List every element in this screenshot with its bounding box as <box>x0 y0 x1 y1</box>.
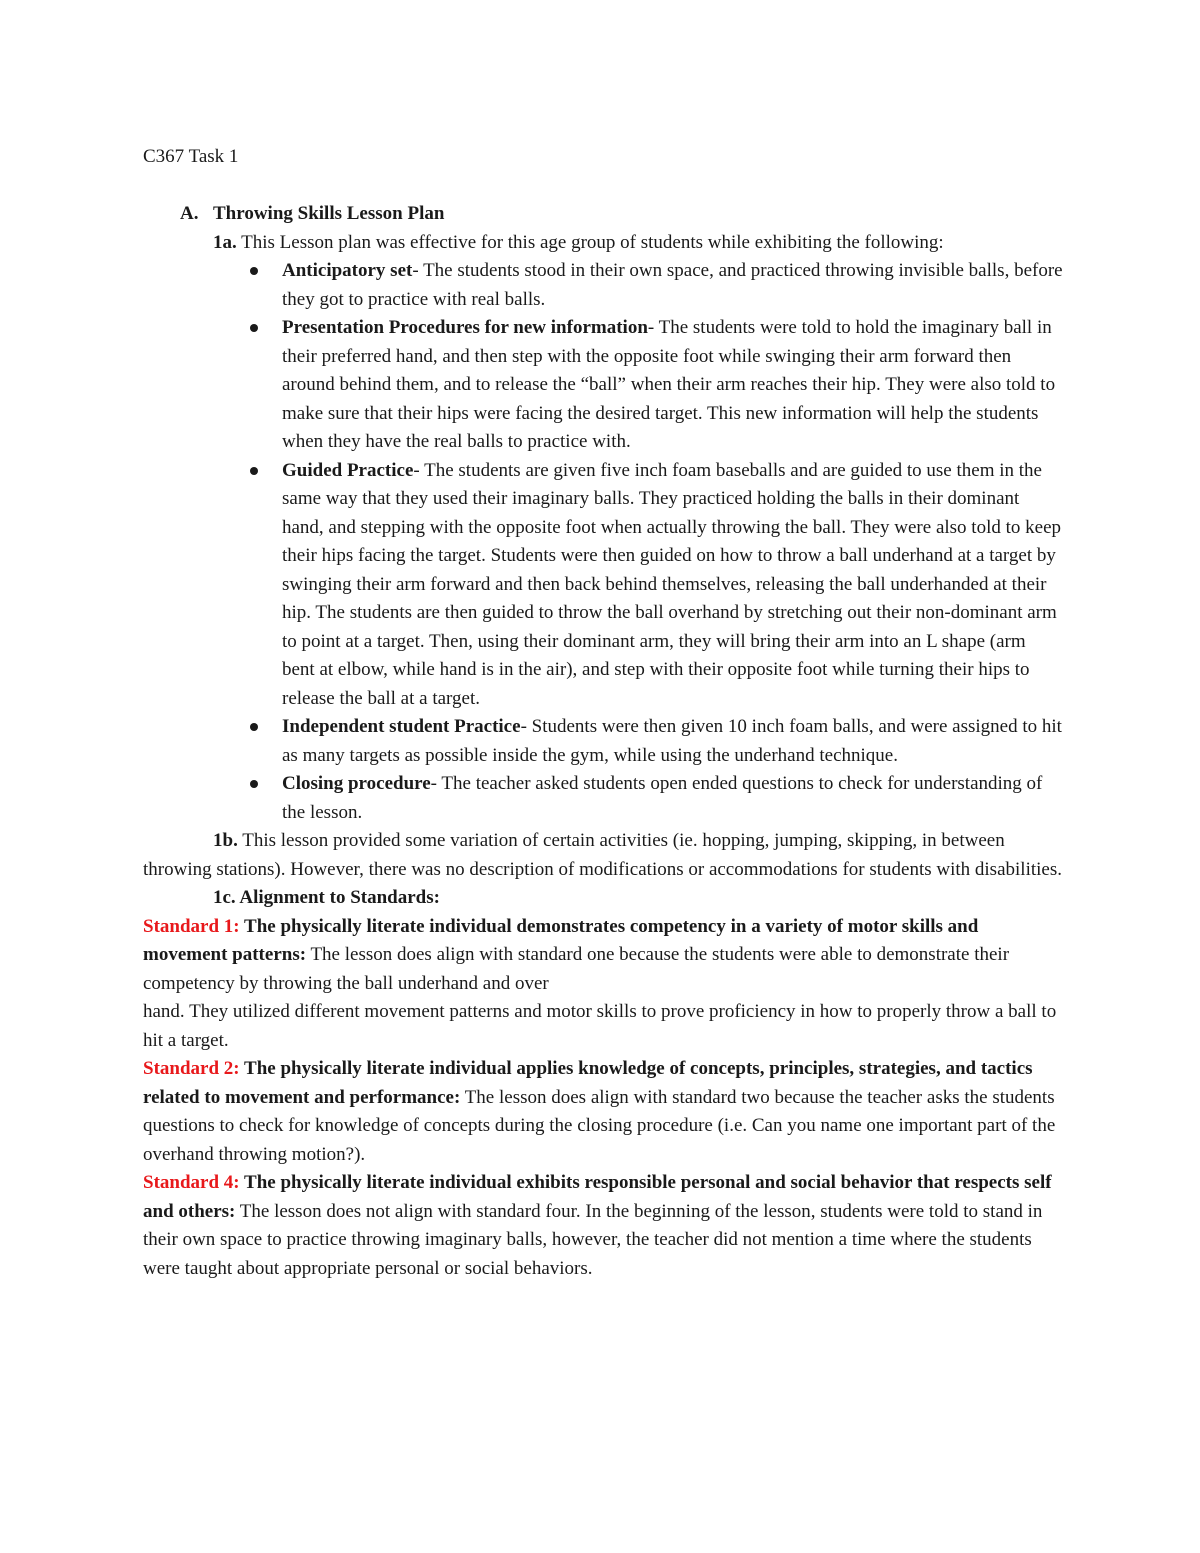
list-item-term: Presentation Procedures for new information <box>282 317 648 338</box>
paragraph-1a-label: 1a. <box>213 231 237 253</box>
bullet-icon <box>250 467 258 475</box>
standard-1 <box>143 913 1063 999</box>
bullet-icon <box>250 780 258 788</box>
standard-4 <box>143 1169 1063 1283</box>
standard-1-label: Standard 1: <box>143 915 240 937</box>
list-item-term: Independent student Practice <box>282 716 521 737</box>
bullet-icon <box>250 324 258 332</box>
section-a-heading <box>143 200 1063 229</box>
paragraph-1b-label: 1b. <box>213 830 238 851</box>
list-item <box>282 713 1063 770</box>
list-item-text: - The teacher asked students open ended questions to check for understanding of the lesson. <box>282 773 1043 823</box>
paragraph-1b-text: This lesson provided some variation of certain activities (ie. hopping, jumping, skipping, in between throwing stations). However, there was no description of modifications or accommodations for students with disabilities. <box>143 830 1062 880</box>
list-item-text: - The students are given five inch foam baseballs and are guided to use them in the same way that they used their imaginary balls. They practiced holding the balls in their dominant hand, and stepping with the opposite foot when actually throwing the ball. They were also told to keep their hips facing the target. Students were then guided on how to throw a ball underhand at a target by swinging their arm forward and then back behind themselves, releasing the ball underhanded at their hip. The students are then guided to throw the ball overhand by stretching out their non-dominant arm to point at a target. Then, using their dominant arm, they will bring their arm into an L shape (arm bent at elbow, while hand is in the air), and step with their opposite foot while turning their hips to release the ball at a target. <box>282 459 1061 709</box>
list-item <box>282 257 1063 314</box>
standard-1-text: The lesson does align with standard one because the students were able to demonstrate their competency by throwing the ball underhand and over <box>143 944 1010 994</box>
paragraph-1a-text: This Lesson plan was effective for this age group of students while exhibiting the following: <box>236 231 944 253</box>
section-a-title: Throwing Skills Lesson Plan <box>213 203 445 224</box>
bullet-icon <box>250 723 258 731</box>
list-item <box>282 314 1063 457</box>
standard-2-statement: The physically literate individual applies knowledge of concepts, principles, strategies, and tactics related to movement and performance: <box>143 1058 1033 1108</box>
lesson-components-list <box>143 257 1063 827</box>
list-item <box>282 457 1063 714</box>
standard-2-label: Standard 2: <box>143 1058 240 1079</box>
standard-2-text: The lesson does align with standard two because the teacher asks the students questions to check for knowledge of concepts during the closing procedure (i.e. Can you name one important part of the overhand throwing motion?). <box>143 1086 1056 1165</box>
list-item-term: Anticipatory set <box>282 260 413 281</box>
standard-4-text: The lesson does not align with standard four. In the beginning of the lesson, students were told to stand in their own space to practice throwing imaginary balls, however, the teacher did not mention a time where the students were taught about appropriate personal or social behaviors. <box>143 1200 1043 1279</box>
section-a-letter: A. <box>180 203 199 224</box>
list-item-text: - The students stood in their own space, and practiced throwing invisible balls, before they got to practice with real balls. <box>282 260 1063 310</box>
paragraph-1c-heading: 1c. Alignment to Standards: <box>213 887 440 908</box>
list-item-text: - Students were then given 10 inch foam balls, and were assigned to hit as many targets as possible inside the gym, while using the underhand technique. <box>282 716 1062 766</box>
paragraph-1b <box>143 827 1063 884</box>
paragraph-1a <box>143 229 1063 258</box>
list-item-term: Guided Practice <box>282 459 414 481</box>
standard-1-statement: The physically literate individual demonstrates competency in a variety of motor skills and movement patterns: <box>143 915 979 965</box>
document-body <box>143 143 1063 1283</box>
bullet-icon <box>250 267 258 275</box>
document-title: C367 Task 1 <box>143 146 239 167</box>
standard-2 <box>143 1055 1063 1169</box>
standard-4-statement: The physically literate individual exhibits responsible personal and social behavior that respects self and others: <box>143 1172 1052 1222</box>
standard-1-continued: hand. They utilized different movement patterns and motor skills to prove proficiency in how to properly throw a ball to hit a target. <box>143 1001 1057 1051</box>
list-item-term: Closing procedure <box>282 773 431 794</box>
list-item-text: - The students were told to hold the imaginary ball in their preferred hand, and then step with the opposite foot while swinging their arm forward then around behind them, and to release the “ball” when their arm reaches their hip. They were also told to make sure that their hips were facing the desired target. This new information will help the students when they have the real balls to practice with. <box>282 317 1056 452</box>
standard-4-label: Standard 4: <box>143 1172 240 1193</box>
list-item <box>282 770 1063 827</box>
